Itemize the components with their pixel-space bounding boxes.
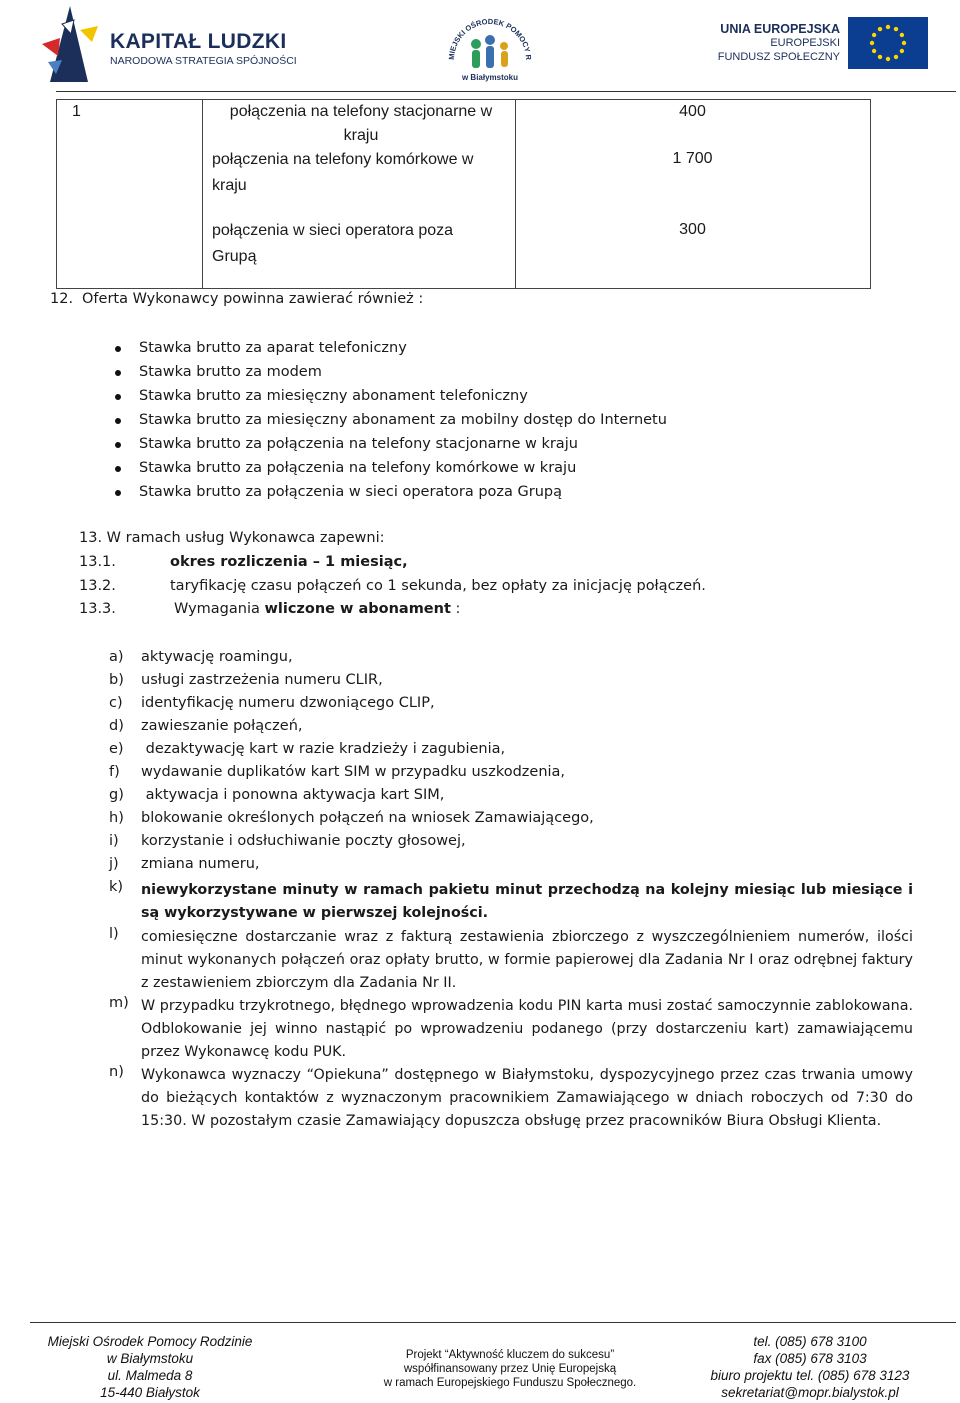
eu-star-icon (894, 55, 898, 59)
section-13-1-text: okres rozliczenia – 1 miesiąc, (170, 554, 408, 570)
mopr-ring-text: MIEJSKI OŚRODEK POMOCY R (446, 16, 534, 61)
section-13-3-suffix: : (450, 601, 461, 617)
eu-star-icon (900, 49, 904, 53)
req-text: W przypadku trzykrotnego, błędnego wprowadzenia kodu PIN karta musi zostać samoczynnie zablokowana. Odblokowanie jej winno nastąpić po wprowadzeniu podanego (przy dostarczeniu kart) zamawiającemu przez Wykonawcę kodu PUK. (141, 998, 913, 1060)
header-divider (56, 91, 956, 92)
req-text: korzystanie i odsłuchiwanie poczty głosowej, (141, 833, 466, 849)
bullet-icon (115, 370, 121, 376)
table-value-3: 300 (679, 221, 706, 238)
req-text: aktywacja i ponowna aktywacja kart SIM, (141, 787, 445, 803)
req-text: usługi zastrzeżenia numeru CLIR, (141, 672, 383, 688)
table-service-2 (212, 148, 512, 198)
footer-line: tel. (085) 678 3100 (753, 1334, 867, 1349)
footer-address (30, 1333, 270, 1401)
section-13-2-text: taryfikację czasu połączeń co 1 sekunda, bez opłaty za inicjację połączeń. (170, 578, 706, 594)
req-text: zawieszanie połączeń, (141, 718, 303, 734)
footer-line: sekretariat@mopr.bialystok.pl (721, 1385, 899, 1400)
req-text: niewykorzystane minuty w ramach pakietu minut przechodzą na kolejny miesiąc lub miesiące i są wykorzystywane w pierwszej kolejności. (141, 882, 913, 921)
section-13-2-number: 13.2. (79, 578, 116, 594)
section-13-3-text (174, 601, 460, 617)
service-line: Grupą (212, 248, 257, 265)
section-12-number: 12. (50, 291, 74, 307)
offer-item: Stawka brutto za aparat telefoniczny (139, 340, 407, 356)
section-13-3-prefix: Wymagania (174, 601, 265, 617)
mopr-logo (440, 8, 540, 88)
req-letter: m) (109, 995, 129, 1011)
bullet-icon (115, 466, 121, 472)
eu-star-icon (886, 57, 890, 61)
footer-line: współfinansowany przez Unię Europejską (403, 1363, 617, 1375)
eu-star-icon (878, 27, 882, 31)
table-value-1: 400 (679, 103, 706, 120)
eu-star-icon (886, 25, 890, 29)
table-service-1 (211, 100, 511, 148)
eu-star-icon (872, 33, 876, 37)
offer-item: Stawka brutto za modem (139, 364, 322, 380)
eu-star-icon (900, 33, 904, 37)
kapital-ludzki-logo (40, 4, 110, 84)
mopr-city-text: w Białymstoku (461, 73, 519, 82)
table-row-number: 1 (72, 103, 81, 120)
footer-line: w ramach Europejskiego Funduszu Społecznego. (383, 1377, 637, 1389)
req-letter: l) (109, 926, 119, 942)
kapital-ludzki-subtitle: NARODOWA STRATEGIA SPÓJNOŚCI (110, 55, 297, 67)
eu-line-2: EUROPEJSKI (770, 37, 840, 49)
footer-line: w Białymstoku (106, 1351, 194, 1366)
req-letter: j) (109, 856, 119, 872)
footer-line: biuro projektu tel. (085) 678 3123 (710, 1368, 910, 1383)
offer-item: Stawka brutto za połączenia na telefony komórkowe w kraju (139, 460, 577, 476)
offer-item: Stawka brutto za połączenia w sieci operatora poza Grupą (139, 484, 562, 500)
eu-text-block (700, 22, 840, 64)
bullet-icon (115, 394, 121, 400)
req-letter: d) (109, 718, 124, 734)
offer-item: Stawka brutto za miesięczny abonament telefoniczny (139, 388, 528, 404)
bullet-icon (115, 442, 121, 448)
footer-contact (680, 1333, 940, 1401)
eu-star-icon (894, 27, 898, 31)
req-text: dezaktywację kart w razie kradzieży i zagubienia, (141, 741, 506, 757)
bullet-icon (115, 490, 121, 496)
eu-star-icon (902, 41, 906, 45)
section-13-3-bold: wliczone w abonament (264, 601, 451, 617)
footer-line: ul. Malmeda 8 (107, 1368, 193, 1383)
req-text: aktywację roamingu, (141, 649, 293, 665)
mopr-emblem-icon (440, 8, 540, 88)
footer-line: Projekt “Aktywność kluczem do sukcesu” (405, 1349, 615, 1361)
service-line: kraju (212, 177, 247, 194)
req-letter: e) (109, 741, 124, 757)
footer-line: Miejski Ośrodek Pomocy Rodzinie (47, 1334, 253, 1349)
offer-item: Stawka brutto za połączenia na telefony stacjonarne w kraju (139, 436, 578, 452)
service-line: połączenia na telefony komórkowe w (212, 151, 474, 168)
req-letter: h) (109, 810, 124, 826)
req-letter: n) (109, 1064, 124, 1080)
section-13-1-number: 13.1. (79, 554, 116, 570)
table-column-divider (515, 100, 516, 288)
service-line: połączenia w sieci operatora poza (212, 222, 454, 239)
kapital-ludzki-emblem-icon (40, 4, 110, 84)
req-letter: f) (109, 764, 120, 780)
eu-star-icon (872, 49, 876, 53)
req-text: zmiana numeru, (141, 856, 260, 872)
kapital-ludzki-title: KAPITAŁ LUDZKI (110, 30, 287, 53)
footer-divider (30, 1322, 956, 1323)
section-12-title: Oferta Wykonawcy powinna zawierać również : (82, 291, 424, 307)
req-text: comiesięczne dostarczanie wraz z fakturą zestawienia zbiorczego z wyszczególnieniem numerów, ilości minut wykonanych połączeń oraz opłaty brutto, w formie papierowej dla Zadania Nr I oraz odrębnej faktury z zestawieniem zbiorczym dla Zadania Nr II. (141, 929, 913, 991)
eu-line-1: UNIA EUROPEJSKA (720, 22, 840, 36)
service-line: kraju (343, 127, 379, 144)
bullet-icon (115, 418, 121, 424)
req-letter: g) (109, 787, 124, 803)
req-letter: b) (109, 672, 124, 688)
req-letter: k) (109, 879, 124, 895)
req-text: blokowanie określonych połączeń na wniosek Zamawiającego, (141, 810, 594, 826)
bullet-icon (115, 346, 121, 352)
req-text: identyfikację numeru dzwoniącego CLIP, (141, 695, 435, 711)
eu-flag-icon (848, 17, 928, 69)
footer-line: 15-440 Białystok (100, 1385, 200, 1400)
eu-star-icon (870, 41, 874, 45)
footer-project (360, 1348, 660, 1390)
eu-flag (848, 17, 928, 69)
section-13-title: 13. W ramach usług Wykonawca zapewni: (79, 530, 385, 546)
footer-line: fax (085) 678 3103 (753, 1351, 867, 1366)
table-column-divider (202, 100, 203, 288)
service-line: połączenia na telefony stacjonarne w (229, 103, 493, 120)
table-value-2: 1 700 (672, 150, 713, 167)
req-text: wydawanie duplikatów kart SIM w przypadku uszkodzenia, (141, 764, 566, 780)
eu-line-3: FUNDUSZ SPOŁECZNY (717, 51, 840, 63)
req-letter: c) (109, 695, 123, 711)
section-13-3-number: 13.3. (79, 601, 116, 617)
req-letter: a) (109, 649, 124, 665)
req-text: Wykonawca wyznaczy “Opiekuna” dostępnego w Białymstoku, dyspozycyjnego przez czas trwania umowy do bieżących kontaktów z wyznaczonym pracownikiem Zamawiającego w dniach roboczych od 7:30 do 15:30. W pozostałym czasie Zamawiający dopuszcza obsługę przez pracowników Biura Obsługi Klienta. (141, 1067, 913, 1129)
req-letter: i) (109, 833, 119, 849)
table-service-3 (212, 219, 512, 269)
offer-item: Stawka brutto za miesięczny abonament za mobilny dostęp do Internetu (139, 412, 667, 428)
eu-star-icon (878, 55, 882, 59)
